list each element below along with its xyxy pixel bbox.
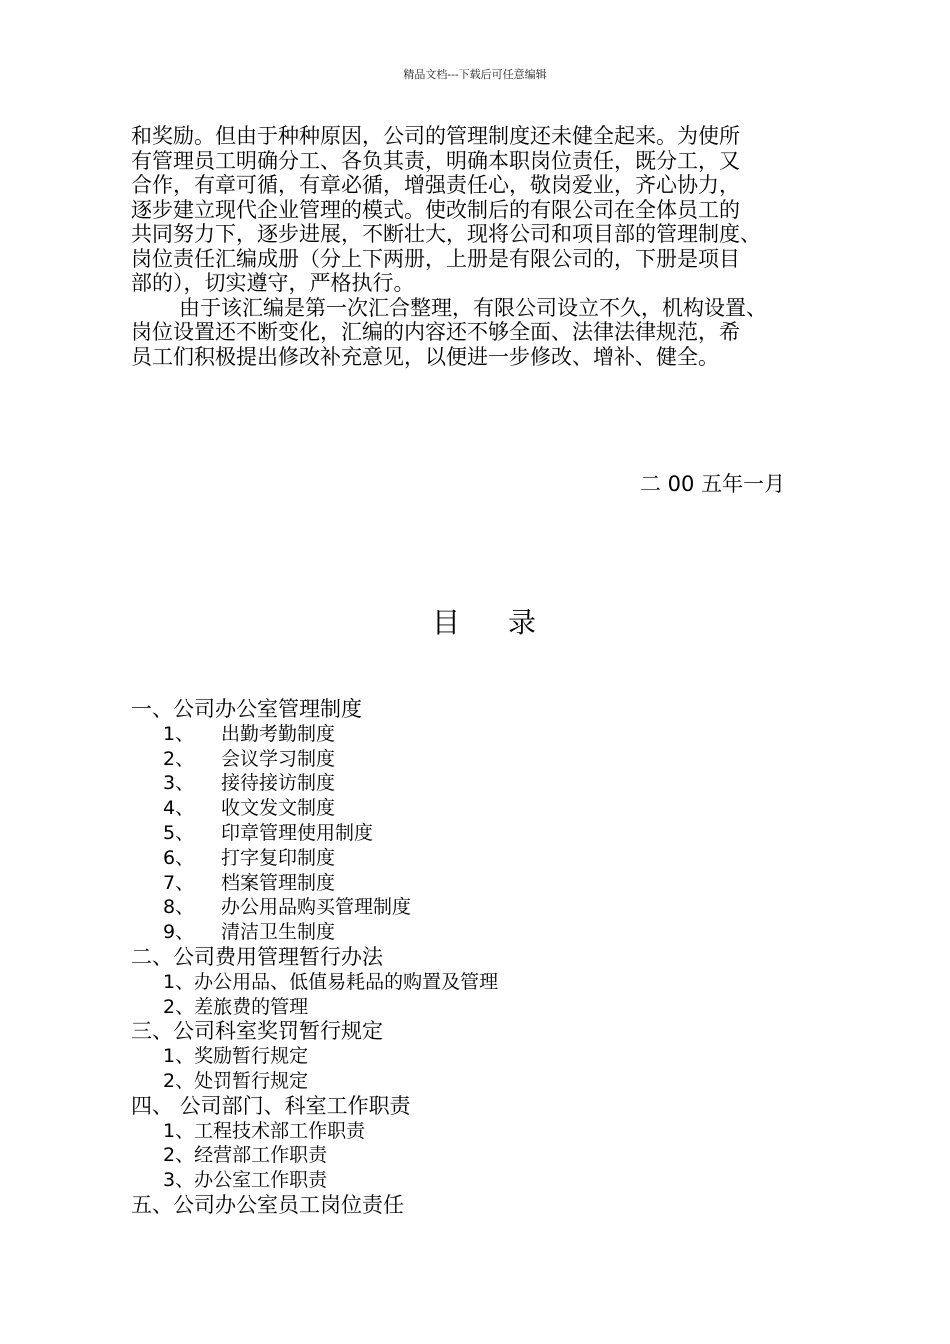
page-header: 精品文档---下载后可任意编辑 <box>403 68 547 81</box>
toc-item <box>131 1044 831 1069</box>
toc-number: 2、 <box>163 1069 195 1092</box>
paragraph-2 <box>131 296 841 370</box>
toc-number: 四、 <box>131 1093 173 1118</box>
toc-item <box>131 1168 831 1193</box>
body-text <box>131 124 841 369</box>
toc-number: 2、 <box>163 1144 195 1167</box>
toc-number: 1、 <box>163 970 195 993</box>
text-line: 和奖励。但由于种种原因，公司的管理制度还未健全起来。为使所 <box>131 124 740 148</box>
toc-text: 公司办公室员工岗位责任 <box>173 1192 404 1217</box>
toc-text: 公司费用管理暂行办法 <box>173 944 383 969</box>
text-line: 合作，有章可循，有章必循，增强责任心，敬岗爱业，齐心协力， <box>131 173 740 197</box>
toc-title: 目录 <box>432 606 585 639</box>
toc-number: 3、 <box>163 1169 195 1192</box>
text-line: 有管理员工明确分工、各负其责，明确本职岗位责任，既分工，又 <box>131 148 740 173</box>
toc-number: 7、 <box>163 871 195 894</box>
toc-section <box>131 945 831 970</box>
toc-number: 2、 <box>163 995 195 1018</box>
toc-item <box>131 970 831 995</box>
toc-item <box>131 920 831 945</box>
toc-item <box>131 771 831 796</box>
toc-text: 出勤考勤制度 <box>221 722 336 745</box>
toc-text: 接待接访制度 <box>221 772 336 795</box>
toc-item <box>131 821 831 846</box>
text-line: 部的），切实遵守，严格执行。 <box>131 271 415 295</box>
toc-number: 一、 <box>131 697 173 721</box>
toc-item <box>131 846 831 871</box>
document-date: 二 00 五年一月 <box>640 472 786 496</box>
toc-text: 奖励暂行规定 <box>194 1045 309 1068</box>
toc-text: 差旅费的管理 <box>194 995 309 1018</box>
toc-item <box>131 1143 831 1168</box>
toc-text: 办公用品、低值易耗品的购置及管理 <box>194 970 499 993</box>
toc-text: 公司办公室管理制度 <box>173 697 362 721</box>
toc-text: 打字复印制度 <box>221 846 336 869</box>
text-line: 共同努力下，逐步进展，不断壮大，现将公司和项目部的管理制度、 <box>131 222 761 246</box>
toc-number: 4、 <box>163 797 195 820</box>
toc-text: 经营部工作职责 <box>194 1144 328 1167</box>
toc-number: 9、 <box>163 921 195 944</box>
text-line: 逐步建立现代企业管理的模式。使改制后的有限公司在全体员工的 <box>131 197 740 222</box>
toc-number: 3、 <box>163 772 195 795</box>
toc-number: 二、 <box>131 944 173 969</box>
toc-number: 1、 <box>163 1119 195 1142</box>
toc-text: 公司部门、科室工作职责 <box>173 1093 411 1118</box>
toc-text: 会议学习制度 <box>221 747 336 770</box>
text-line: 员工们积极提出修改补充意见，以便进一步修改、增补、健全。 <box>131 344 719 369</box>
text-line: 岗位设置还不断变化，汇编的内容还不够全面、法律法律规范，希 <box>131 320 740 344</box>
toc-item <box>131 871 831 896</box>
toc-text: 办公室工作职责 <box>194 1169 328 1192</box>
toc-item <box>131 1119 831 1144</box>
toc-item <box>131 895 831 920</box>
toc-section <box>131 1094 831 1119</box>
toc-text: 办公用品购买管理制度 <box>221 896 412 919</box>
toc-text: 档案管理制度 <box>221 871 336 894</box>
toc-number: 五、 <box>131 1192 173 1217</box>
toc-text: 公司科室奖罚暂行规定 <box>173 1019 383 1044</box>
toc-number: 5、 <box>163 821 195 844</box>
toc-text: 工程技术部工作职责 <box>194 1119 366 1142</box>
text-line: 由于该汇编是第一次汇合整理，有限公司设立不久，机构设置、 <box>179 295 767 320</box>
text-line: 岗位责任汇编成册（分上下两册，上册是有限公司的，下册是项目 <box>131 246 740 271</box>
toc-text: 收文发文制度 <box>221 797 336 820</box>
toc-text: 清洁卫生制度 <box>221 921 336 944</box>
toc-text: 印章管理使用制度 <box>221 821 374 844</box>
toc-item <box>131 995 831 1020</box>
toc-number: 8、 <box>163 896 195 919</box>
toc-number: 1、 <box>163 722 195 745</box>
toc-item <box>131 1069 831 1094</box>
toc-section <box>131 1193 831 1218</box>
toc-item <box>131 747 831 772</box>
toc-section <box>131 1019 831 1044</box>
toc-text: 处罚暂行规定 <box>194 1069 309 1092</box>
toc-number: 2、 <box>163 747 195 770</box>
table-of-contents <box>131 697 831 1218</box>
toc-section <box>131 697 831 722</box>
toc-number: 6、 <box>163 846 195 869</box>
toc-item <box>131 796 831 821</box>
toc-item <box>131 722 831 747</box>
paragraph-1 <box>131 124 841 296</box>
toc-number: 1、 <box>163 1045 195 1068</box>
toc-number: 三、 <box>131 1019 173 1044</box>
